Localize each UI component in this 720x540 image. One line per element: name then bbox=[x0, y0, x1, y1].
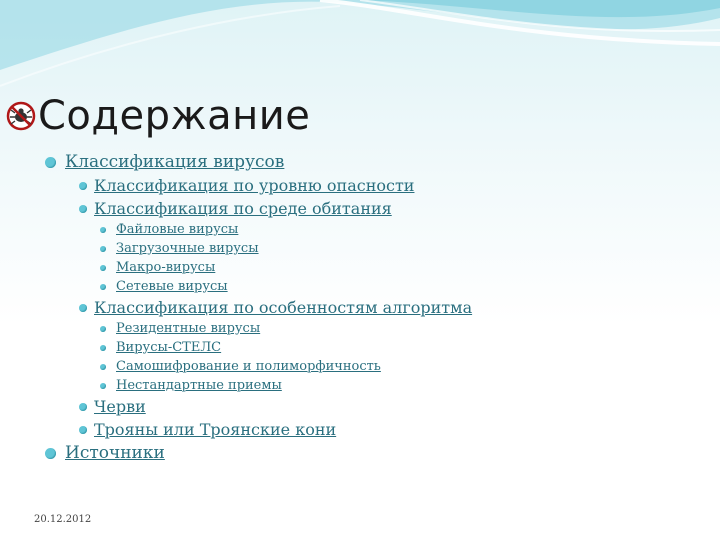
toc-item-macro-viruses[interactable]: Макро-вирусы bbox=[0, 258, 720, 277]
bullet-icon bbox=[100, 246, 106, 252]
toc-item-stealth-viruses[interactable]: Вирусы-СТЕЛС bbox=[0, 338, 720, 357]
bullet-icon bbox=[79, 426, 87, 434]
toc-item-network-viruses[interactable]: Сетевые вирусы bbox=[0, 277, 720, 296]
toc-item-virus-classification[interactable]: Классификация вирусов bbox=[0, 150, 720, 174]
toc-item-file-viruses[interactable]: Файловые вирусы bbox=[0, 220, 720, 239]
bullet-icon bbox=[100, 227, 106, 233]
bullet-icon bbox=[100, 326, 106, 332]
bullet-icon bbox=[100, 345, 106, 351]
bullet-icon bbox=[100, 364, 106, 370]
toc-item-habitat[interactable]: Классификация по среде обитания bbox=[0, 197, 720, 220]
toc-item-resident-viruses[interactable]: Резидентные вирусы bbox=[0, 319, 720, 338]
bullet-icon bbox=[79, 182, 87, 190]
bullet-icon bbox=[79, 205, 87, 213]
virus-icon bbox=[6, 101, 36, 131]
slide-title-text: Содержание bbox=[38, 93, 311, 139]
bullet-icon bbox=[100, 383, 106, 389]
toc-item-danger-level[interactable]: Классификация по уровню опасности bbox=[0, 174, 720, 197]
bullet-icon bbox=[79, 403, 87, 411]
bullet-icon bbox=[79, 304, 87, 312]
bullet-icon bbox=[45, 448, 56, 459]
toc-item-algorithm[interactable]: Классификация по особенностям алгоритма bbox=[0, 296, 720, 319]
toc-item-worms[interactable]: Черви bbox=[0, 395, 720, 418]
bullet-icon bbox=[100, 265, 106, 271]
bullet-icon bbox=[100, 284, 106, 290]
toc-item-trojans[interactable]: Трояны или Троянские кони bbox=[0, 418, 720, 441]
toc-item-boot-viruses[interactable]: Загрузочные вирусы bbox=[0, 239, 720, 258]
toc-item-sources[interactable]: Источники bbox=[0, 441, 720, 465]
slide-date: 20.12.2012 bbox=[34, 514, 92, 525]
bullet-icon bbox=[45, 157, 56, 168]
toc-item-nonstandard-methods[interactable]: Нестандартные приемы bbox=[0, 376, 720, 395]
toc-item-polymorphism[interactable]: Самошифрование и полиморфичность bbox=[0, 357, 720, 376]
slide-title bbox=[6, 88, 310, 144]
table-of-contents bbox=[0, 150, 720, 465]
